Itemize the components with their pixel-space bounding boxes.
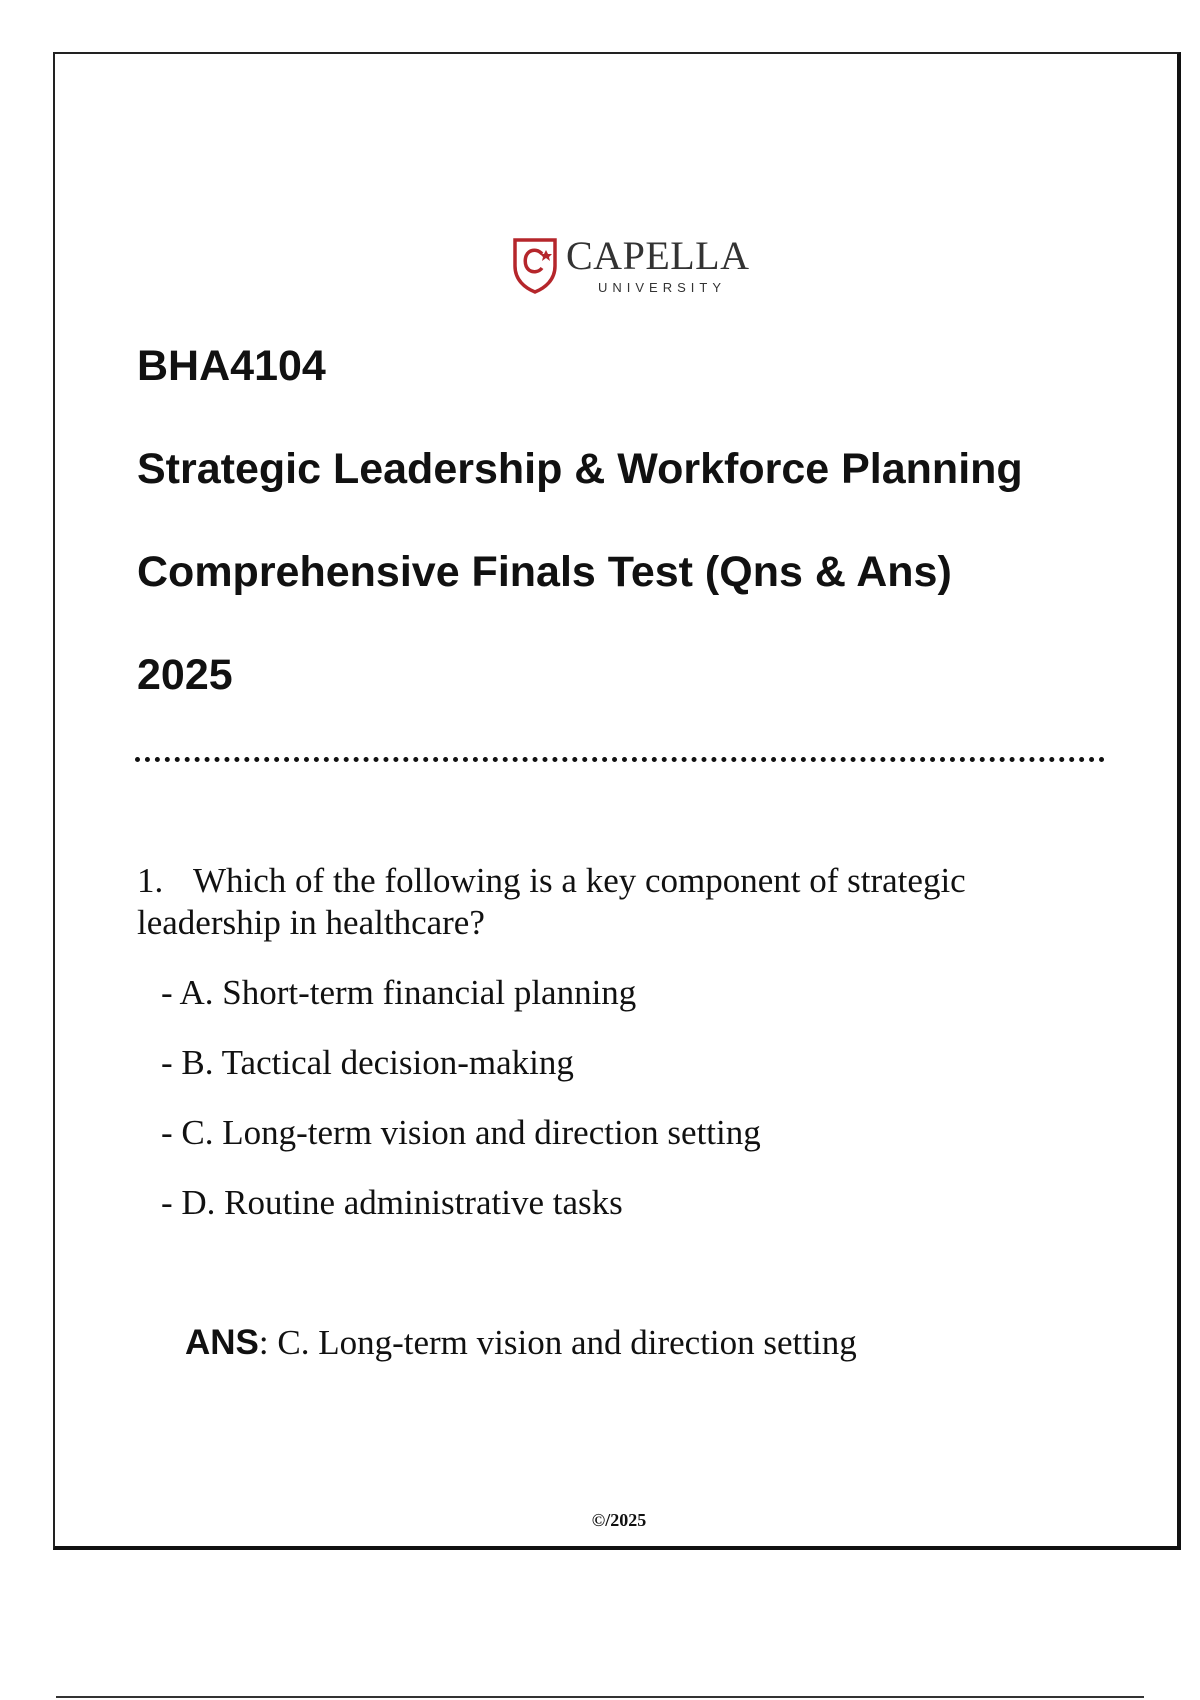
option-d: - D. Routine administrative tasks <box>161 1183 623 1222</box>
logo-name: CAPELLA <box>566 233 750 278</box>
option-b: - B. Tactical decision-making <box>161 1043 574 1082</box>
test-year: 2025 <box>137 651 233 699</box>
answer-label: ANS <box>185 1323 259 1362</box>
dotted-divider <box>135 757 1105 762</box>
copyright-footer: ©/2025 <box>591 1510 647 1530</box>
question-1 <box>137 860 1037 944</box>
course-code: BHA4104 <box>137 342 326 390</box>
bottom-divider <box>56 1696 1144 1698</box>
course-title: Strategic Leadership & Workforce Planning <box>137 445 1023 493</box>
answer-text: : C. Long-term vision and direction setting <box>258 1323 857 1362</box>
logo-subtitle: UNIVERSITY <box>598 280 727 295</box>
question-text: Which of the following is a key component of strategic leadership in healthcare? <box>137 861 966 942</box>
option-c: - C. Long-term vision and direction setting <box>161 1113 761 1152</box>
answer-options <box>161 972 761 1252</box>
answer-line <box>185 1322 857 1364</box>
capella-logo <box>512 233 750 295</box>
page-frame <box>53 52 1181 1550</box>
question-number: 1. <box>137 861 164 900</box>
test-title: Comprehensive Finals Test (Qns & Ans) <box>137 548 952 596</box>
option-a: - A. Short-term financial planning <box>161 973 637 1012</box>
shield-c-icon <box>512 236 558 294</box>
